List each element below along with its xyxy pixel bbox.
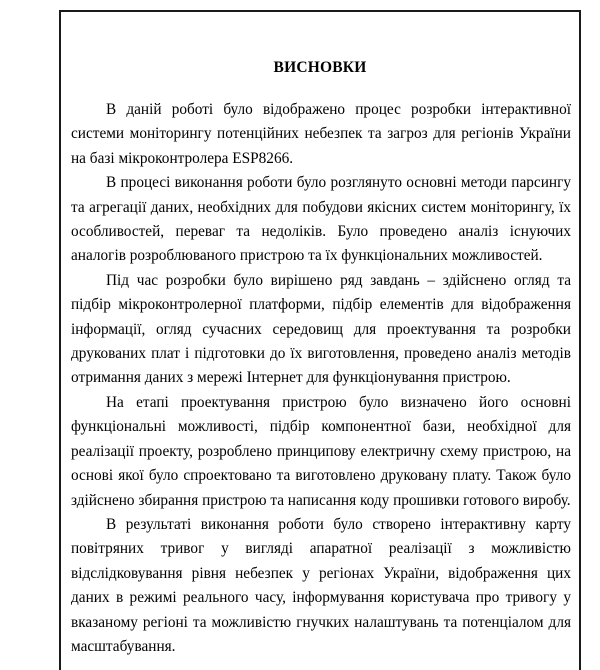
document-page xyxy=(59,10,581,670)
paragraph-2: В процесі виконання роботи було розглянуто основні методи парсингу та агрегації даних, необхідних для побудови якісних систем моніторингу, їх особливостей, переваг та недоліків. Було проведено аналіз існуючих аналогів розроблюваного пристрою та їх функціональних можливостей. xyxy=(71,174,571,265)
page-title: ВИСНОВКИ xyxy=(273,59,367,76)
paragraph-5: В результаті виконання роботи було створено інтерактивну карту повітряних тривог у вигляді апаратної реалізації з можливістю відслідковування рівня небезпек у регіонах України, відображення цих даних в режимі реального часу, інформування користувача про тривогу у вказаному регіоні та можливістю гнучких налаштувань та потенціалом для масштабування. xyxy=(71,515,571,655)
paragraph-4: На етапі проектування пристрою було визначено його основні функціональні можливості, підбір компонентної бази, необхідної для реалізації проекту, розроблено принципову електричну схему пристрою, на основі якої було спроектовано та виготовлено друковану плату. Також було здійснено збирання пристрою та написання коду прошивки готового виробу. xyxy=(71,393,571,509)
paragraph-3: Під час розробки було вирішено ряд завдань – здійснено огляд та підбір мікроконтролерної платформи, підбір елементів для відображення інформації, огляд сучасних середовищ для проектування та розробки друкованих плат і підготовки до їх виготовлення, проведено аналіз методів отримання даних з мережі Інтернет для функціонування пристрою. xyxy=(71,271,571,387)
paragraph-1: В даній роботі було відображено процес розробки інтерактивної системи моніторингу потенційних небезпек та загроз для регіонів України на базі мікроконтролера ESP8266. xyxy=(71,101,571,167)
document-body xyxy=(71,98,571,659)
